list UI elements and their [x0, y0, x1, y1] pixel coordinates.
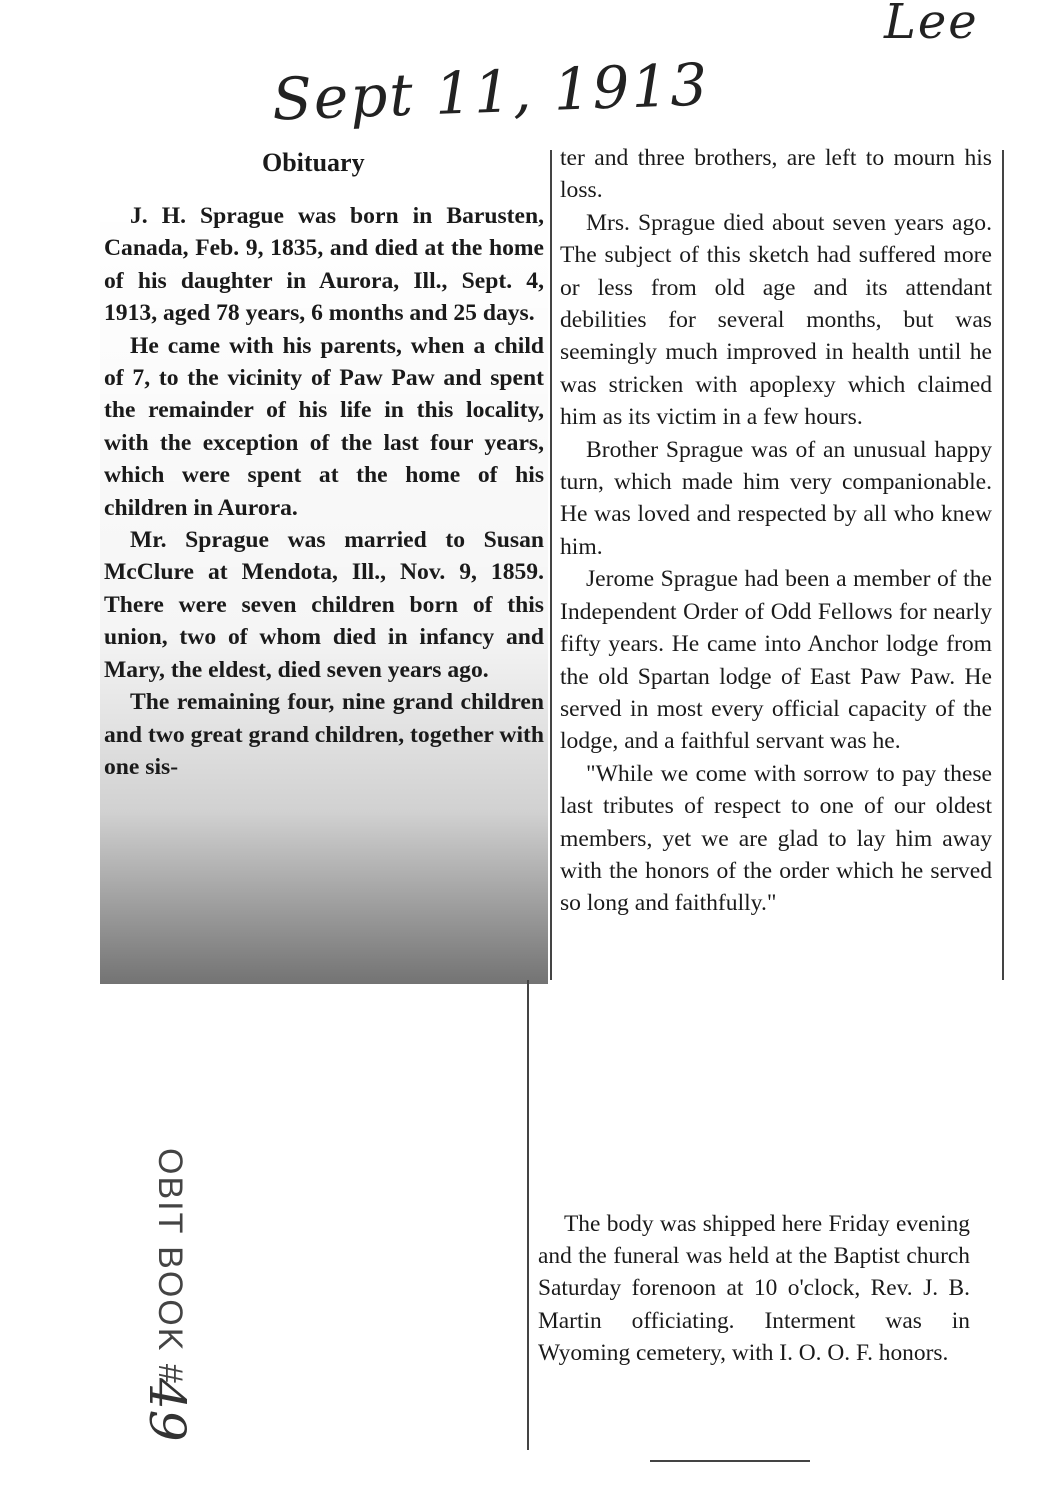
paragraph: Mrs. Sprague died about seven years ago. The subject of this sketch had suffered more or less from old age and its attendant debilities for several months, but was seemingly much improved in health until he was stricken with apoplexy which claimed him as its victim in a few hours.: [560, 209, 992, 431]
end-rule: [650, 1460, 810, 1462]
column-rule: [527, 980, 529, 1450]
paragraph: He came with his parents, when a child of 7, to the vicinity of Paw Paw and spent the remainder of his life in this locality, with the exception of the last four years, which were spent at the home of his children in Aurora.: [104, 332, 544, 521]
paragraph: "While we come with sorrow to pay these last tributes of respect to one of our oldest members, yet we are glad to lay him away with the honors of the order which he served so long and faithfully.": [560, 760, 992, 917]
paragraph: J. H. Sprague was born in Barusten, Canada, Feb. 9, 1835, and died at the home of his daughter in Aurora, Ill., Sept. 4, 1913, aged 78 years, 6 months and 25 days.: [104, 203, 544, 327]
paragraph: ter and three brothers, are left to mourn his loss.: [560, 145, 992, 204]
right-column: [560, 142, 992, 920]
column-rule: [1002, 150, 1004, 980]
paragraph: The remaining four, nine grand children and two great grand children, together with one sis-: [104, 689, 544, 780]
handwritten-corner-note: Lee: [884, 0, 979, 50]
left-column: [100, 200, 548, 984]
paragraph: Mr. Sprague was married to Susan McClure at Mendota, Ill., Nov. 9, 1859. There were seven children born of this union, two of whom died in infancy and Mary, the eldest, died seven years ago.: [104, 527, 544, 683]
obituary-title: Obituary: [262, 148, 365, 177]
paragraph: Jerome Sprague had been a member of the Independent Order of Odd Fellows for nearly fifty years. He came into Anchor lodge from the old Spartan lodge of East Paw Paw. He served in most every official capacity of the lodge, and a faithful servant was he.: [560, 566, 992, 755]
handwritten-date: Sept 11, 1913: [270, 50, 711, 134]
right-column-continued: [538, 1208, 970, 1369]
column-rule: [550, 150, 552, 980]
paragraph: Brother Sprague was of an unusual happy turn, which made him very companionable. He was loved and respected by all who knew him.: [560, 436, 992, 560]
paragraph: The body was shipped here Friday evening and the funeral was held at the Baptist church Saturday forenoon at 10 o'clock, Rev. J. B. Martin officiating. Interment was in Wyoming cemetery, with I. O. O. F. honors.: [538, 1211, 970, 1366]
obit-book-stamp: OBIT BOOK #: [151, 1148, 189, 1385]
obit-book-number: 49: [138, 1378, 196, 1442]
